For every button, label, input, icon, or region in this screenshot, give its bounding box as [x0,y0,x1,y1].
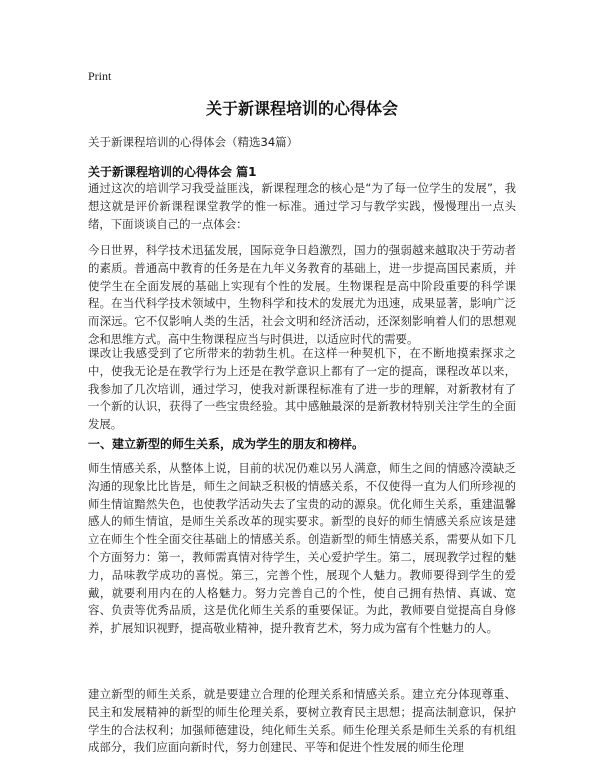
print-link[interactable]: Print [88,69,112,83]
document-subtitle: 关于新课程培训的心得体会（精选34篇） [88,135,299,149]
paragraph-reform: 课改让我感受到了它所带来的勃勃生机。在这样一种契机下，在不断地摸索探求之中，使我无论是在教学行为上还是在教学意识上都有了一定的提高，课程改革以来，我参加了几次培训，通过学习，使我对新课程标准有了进一步的理解，对新教材有了一个新的认识，获得了一些宝贵经验。其中感触最深的是新教材特别关注学生的全面发展。 [88,346,516,432]
paragraph-ethics-relation: 建立新型的师生关系，就是要建立合理的伦理关系和情感关系。建立充分体现尊重、民主和发展精神的新型的师生伦理关系，要树立教育民主思想；提高法制意识，保护学生的合法权利；加强师德建设，纯化师生关系。师生伦理关系是师生关系的有机组成部分，我们应面向新时代，努力创建民、平等和促进个性发展的师生伦理 [88,687,516,755]
paragraph-intro: 通过这次的培训学习我受益匪浅，新课程理念的核心是“为了每一位学生的发展”，我想这就是评价新课程课堂教学的惟一标准。通过学习与教学实践，慢慢理出一点头绪，下面谈谈自己的一点体会： [88,181,516,231]
document-title: 关于新课程培训的心得体会 [205,99,398,118]
heading-teacher-student-relation: 一、建立新型的师生关系，成为学生的朋友和榜样。 [88,437,365,451]
paragraph-emotion-relation: 师生情感关系，从整体上说，目前的状况仍难以另人满意，师生之间的情感冷漠缺乏沟通的现象比比皆是，师生之间缺乏积极的情感关系，不仅使得一直为人们所珍视的师生情谊黯然失色，也使教学活动失去了宝贵的动的源泉。优化师生关系，重建温馨感人的师生情谊，是师生关系改革的现实要求。新型的良好的师生情感关系应该是建立在师生个性全面交往基础上的情感关系。创造新型的师生情感关系，需要从如下几个方面努力：第一，教师需真情对待学生，关心爱护学生。第二，展现教学过程的魅力，品味教学成功的喜悦。第三，完善个性，展现个人魅力。教师要得到学生的爱戴，就要利用内在的人格魅力。努力完善自己的个性，使自己拥有热情、真诚、宽容、负责等优秀品质，这是优化师生关系的重要保证。为此，教师要自觉提高自身修养，扩展知识视野，提高敬业精神，提升教育艺术，努力成为富有个性魅力的人。 [88,461,516,636]
paragraph-world: 今日世界，科学技术迅猛发展，国际竞争日趋激烈，国力的强弱越来越取决于劳动者的素质。普通高中教育的任务是在九年义务教育的基础上，进一步提高国民素质，并使学生在全面发展的基础上实现有个性的发展。生物课程是高中阶段重要的科学课程。在当代科学技术领域中，生物科学和技术的发展尤为迅速，成果显著，影响广泛而深远。它不仅影响人类的生活，社会文明和经济活动，还深刻影响着人们的思想观念和思维方式。高中生物课程应当与时俱进，以适应时代的需要。 [88,243,516,346]
section-heading: 关于新课程培训的心得体会 篇1 [88,165,257,179]
